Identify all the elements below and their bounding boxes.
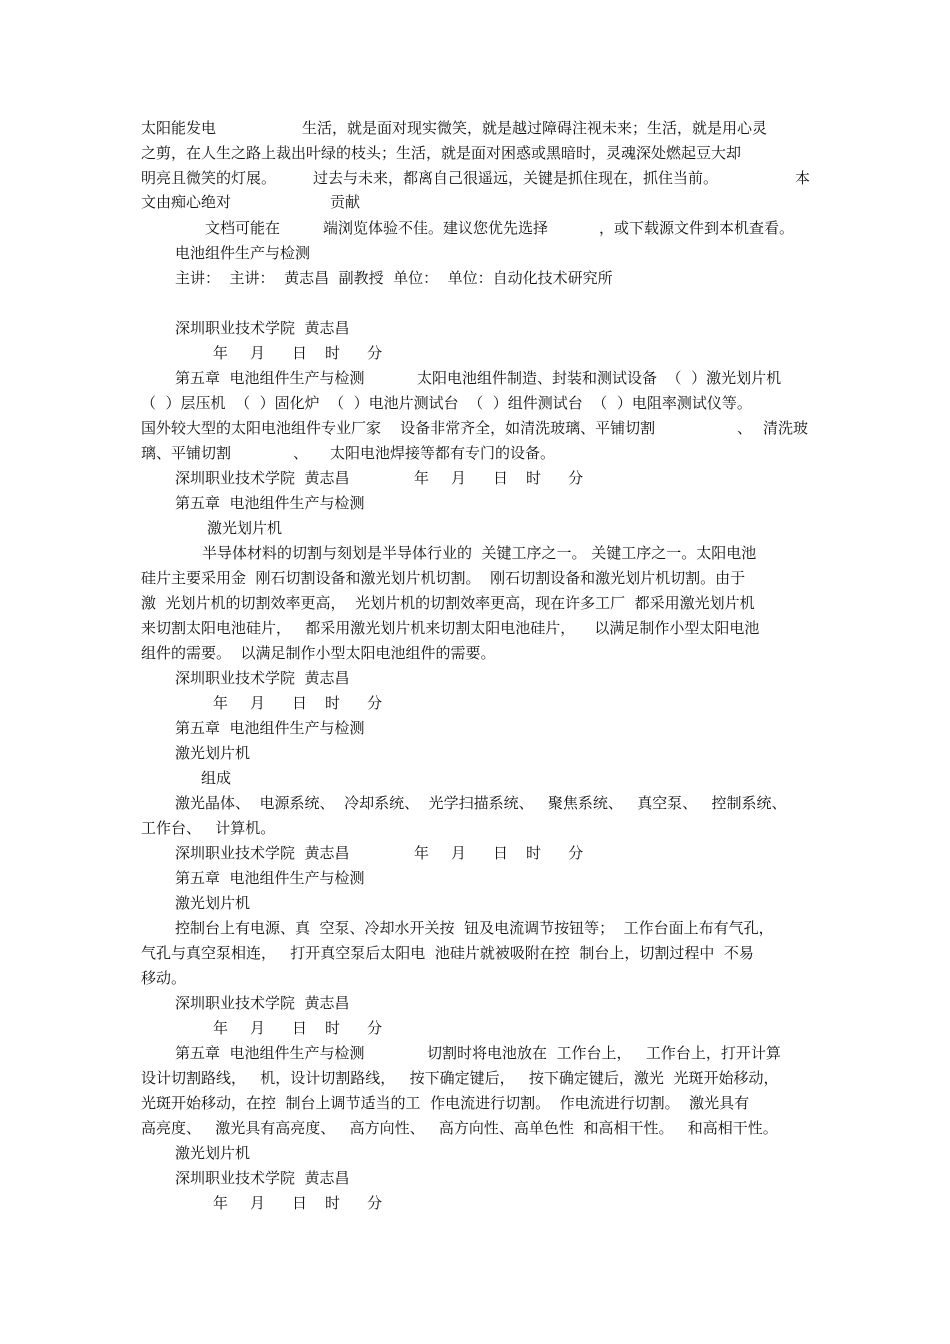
date-month: 月 xyxy=(451,469,467,487)
date-day: 日 xyxy=(493,844,509,862)
date-year: 年 xyxy=(213,694,229,712)
date-minute: 分 xyxy=(367,1019,383,1037)
slide3-line-1: 激光晶体、 电源系统、 冷却系统、 光学扫描系统、 聚焦系统、 真空泵、 控制系统、 xyxy=(175,794,787,812)
date-month: 月 xyxy=(250,1019,266,1037)
date-day: 日 xyxy=(292,1194,308,1212)
slide5-line-2: 设计切割路线， 机，设计切割路线， 按下确定键后， 按下确定键后，激光 光斑开始移动， xyxy=(141,1069,779,1087)
slide1-line-4b: 、 xyxy=(293,444,309,462)
date-minute: 分 xyxy=(367,344,383,362)
date-hour: 时 xyxy=(325,1019,341,1037)
slide1-line-2: （ ）层压机 （ ）固化炉 （ ）电池片测试台 （ ）组件测试台 （ ）电阻率测试仪等。 xyxy=(141,394,752,412)
slide2-line-5: 组件的需要。 以满足制作小型太阳电池组件的需要。 xyxy=(141,644,496,662)
intro-line-4a: 文由痴心绝对 xyxy=(141,193,232,211)
footer-school: 深圳职业技术学院 黄志昌 xyxy=(175,994,350,1012)
slide5-line-3: 光斑开始移动，在控 制台上调节适当的工 作电流进行切割。 作电流进行切割。 激光具有 xyxy=(141,1094,750,1112)
slide4-line-1: 控制台上有电源、真 空泵、冷却水开关按 钮及电流调节按钮等； 工作台面上布有气孔， xyxy=(175,919,774,937)
slide3-heading: 组成 xyxy=(201,769,232,787)
date-hour: 时 xyxy=(325,1194,341,1212)
date-year: 年 xyxy=(213,1019,229,1037)
chapter-heading: 第五章 电池组件生产与检测 xyxy=(175,369,365,387)
notice-a: 文档可能在 xyxy=(205,219,281,237)
date-month: 月 xyxy=(250,694,266,712)
date-day: 日 xyxy=(292,694,308,712)
date-hour: 时 xyxy=(526,469,542,487)
intro-title-word: 太阳能发电 xyxy=(141,119,217,137)
footer-school: 深圳职业技术学院 黄志昌 xyxy=(175,1169,350,1187)
footer-school: 深圳职业技术学院 黄志昌 xyxy=(175,469,350,487)
date-hour: 时 xyxy=(325,694,341,712)
date-day: 日 xyxy=(292,1019,308,1037)
date-year: 年 xyxy=(213,1194,229,1212)
chapter-heading: 第五章 电池组件生产与检测 xyxy=(175,869,365,887)
notice-c: ，或下载源文件到本机查看。 xyxy=(599,219,795,237)
footer-school: 深圳职业技术学院 黄志昌 xyxy=(175,319,350,337)
laser-section-title: 激光划片机 xyxy=(207,519,283,537)
intro-line-3b: 过去与未来，都离自己很遥远，关键是抓住现在，抓住当前。 xyxy=(313,169,719,187)
date-minute: 分 xyxy=(568,469,584,487)
date-year: 年 xyxy=(213,344,229,362)
laser-section-title: 激光划片机 xyxy=(175,744,251,762)
date-month: 月 xyxy=(451,844,467,862)
date-month: 月 xyxy=(250,1194,266,1212)
document-title: 电池组件生产与检测 xyxy=(175,244,311,262)
slide5-line-1: 切割时将电池放在 工作台上， 工作台上，打开计算 xyxy=(427,1044,781,1062)
chapter-heading: 第五章 电池组件生产与检测 xyxy=(175,494,365,512)
slide5-line-4: 高亮度、 激光具有高亮度、 高方向性、 高方向性、高单色性 和高相干性。 和高相干性。 xyxy=(141,1119,778,1137)
footer-date xyxy=(414,468,583,488)
date-hour: 时 xyxy=(325,344,341,362)
slide4-line-2: 气孔与真空泵相连， 打开真空泵后太阳电 池硅片就被吸附在控 制台上，切割过程中 不易 xyxy=(141,944,754,962)
chapter-heading: 第五章 电池组件生产与检测 xyxy=(175,719,365,737)
date-day: 日 xyxy=(493,469,509,487)
slide4-line-3: 移动。 xyxy=(141,969,187,987)
slide1-line-4c: 太阳电池焊接等都有专门的设备。 xyxy=(330,444,556,462)
date-minute: 分 xyxy=(367,1194,383,1212)
date-year: 年 xyxy=(414,844,430,862)
slide1-line-3c: 清洗玻 xyxy=(763,419,809,437)
slide2-line-3: 激 光划片机的切割效率更高， 光划片机的切割效率更高，现在许多工厂 都采用激光划片机 xyxy=(141,594,755,612)
slide1-line-3b: 、 xyxy=(737,419,753,437)
laser-section-title: 激光划片机 xyxy=(175,894,251,912)
slide2-line-1: 半导体材料的切割与刻划是半导体行业的 关键工序之一。 关键工序之一。太阳电池 xyxy=(202,544,757,562)
intro-line-1: 生活，就是面对现实微笑，就是越过障碍注视未来；生活，就是用心灵 xyxy=(302,119,768,137)
laser-section-title: 激光划片机 xyxy=(175,1144,251,1162)
intro-line-3a: 明亮且微笑的灯展。 xyxy=(141,169,277,187)
footer-school: 深圳职业技术学院 黄志昌 xyxy=(175,844,350,862)
slide2-line-4: 来切割太阳电池硅片， 都采用激光划片机来切割太阳电池硅片， 以满足制作小型太阳电池 xyxy=(141,619,760,637)
intro-line-3c: 本 xyxy=(795,169,811,187)
lecturer-line: 主讲： 主讲： 黄志昌 副教授 单位： 单位：自动化技术研究所 xyxy=(175,269,613,287)
footer-school: 深圳职业技术学院 黄志昌 xyxy=(175,669,350,687)
date-minute: 分 xyxy=(568,844,584,862)
footer-date xyxy=(213,343,382,363)
intro-line-2: 之剪，在人生之路上裁出叶绿的枝头；生活，就是面对困惑或黑暗时，灵魂深处燃起豆大却 xyxy=(141,144,742,162)
date-month: 月 xyxy=(250,344,266,362)
notice-b: 端浏览体验不佳。建议您优先选择 xyxy=(323,219,549,237)
footer-date xyxy=(414,843,583,863)
slide1-line-3a: 国外较大型的太阳电池组件专业厂家 设备非常齐全，如清洗玻璃、平铺切割 xyxy=(141,419,656,437)
slide2-line-2: 硅片主要采用金 刚石切割设备和激光划片机切割。 刚石切割设备和激光划片机切割。由于 xyxy=(141,569,746,587)
date-day: 日 xyxy=(292,344,308,362)
footer-date xyxy=(213,693,382,713)
intro-line-4b: 贡献 xyxy=(330,193,361,211)
chapter-heading: 第五章 电池组件生产与检测 xyxy=(175,1044,365,1062)
slide3-line-2: 工作台、 计算机。 xyxy=(141,819,276,837)
date-minute: 分 xyxy=(367,694,383,712)
slide1-line-4a: 璃、平铺切割 xyxy=(141,444,232,462)
footer-date xyxy=(213,1018,382,1038)
footer-date xyxy=(213,1193,382,1213)
slide1-line-1: 太阳电池组件制造、封装和测试设备 （ ）激光划片机 xyxy=(417,369,782,387)
date-hour: 时 xyxy=(526,844,542,862)
date-year: 年 xyxy=(414,469,430,487)
